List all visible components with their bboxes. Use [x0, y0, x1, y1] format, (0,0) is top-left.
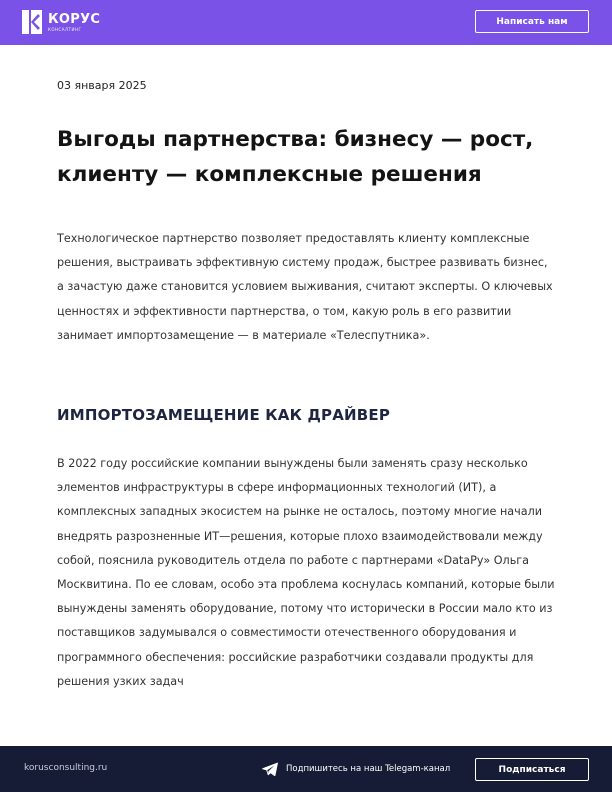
subscribe-button[interactable]: Подписаться — [475, 758, 589, 781]
header-bar — [0, 0, 612, 45]
article-title: Выгоды партнерства: бизнесу — рост, клиенту — комплексные решения — [57, 127, 534, 187]
article-intro: Технологическое партнерство позволяет предоставлять клиенту комплексные решения, выстраивать эффективную систему продаж, быстрее развивать бизнес, а зачастую даже становится условием выживания, считают эксперты. О ключевых ценностях и эффективности партнерства, о том, какую роль в его развитии занимает импортозамещение — в материале «Телеспутника». — [57, 232, 553, 342]
telegram-subscribe-text[interactable]: Подпишитесь на наш Telegam-канал — [286, 764, 451, 774]
site-link[interactable]: korusconsulting.ru — [24, 763, 108, 773]
telegram-icon[interactable] — [262, 762, 278, 776]
contact-us-button[interactable]: Написать нам — [475, 10, 589, 33]
article-date: 03 января 2025 — [57, 79, 147, 92]
section-paragraph: В 2022 году российские компании вынуждены были заменять сразу несколько элементов инфраструктуры в сфере информационных технологий (ИТ), а комплексных западных экосистем на рынке не осталось, поэтому многие начали внедрять разрозненные ИТ—решения, которые плохо взаимодействовали между собой, пояснила руководитель отдела по работе с партнерами «DataPy» Ольга Москвитина. По ее словам, особо эта проблема коснулась компаний, которые были вынуждены заменять оборудование, потому что исторически в России мало кто из поставщиков задумывался о совместимости отечественного оборудования и программного обеспечения: российские разработчики создавали продукты для решения узких задач — [57, 457, 555, 688]
footer-bar — [0, 746, 612, 792]
logo-name: КОРУС — [48, 11, 101, 27]
korus-logo-icon — [22, 10, 42, 34]
logo-subtitle: КОНСАЛТИНГ — [48, 26, 82, 32]
section-heading: ИМПОРТОЗАМЕЩЕНИЕ КАК ДРАЙВЕР — [57, 406, 391, 424]
korus-logo[interactable] — [22, 10, 100, 34]
